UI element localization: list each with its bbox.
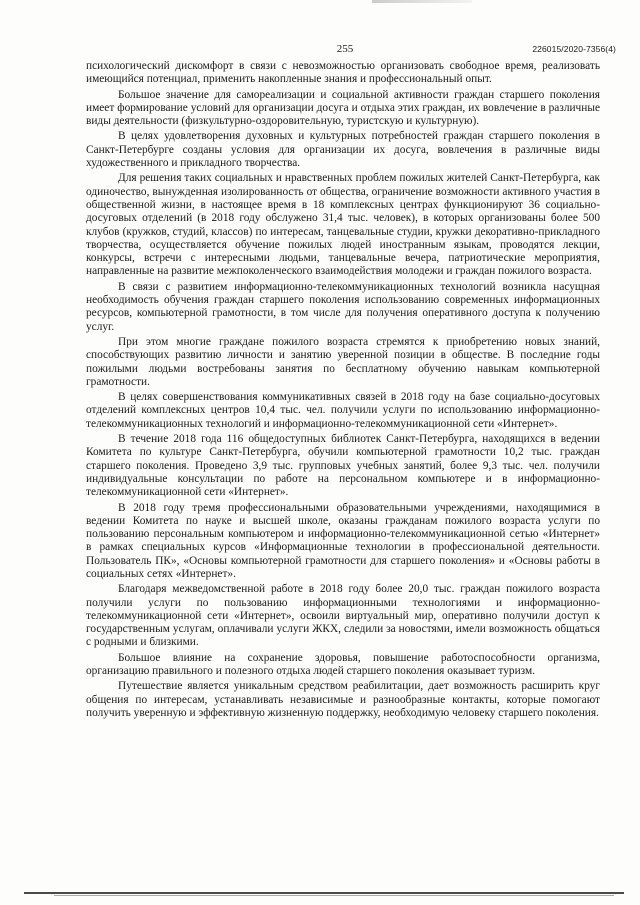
document-code: 226015/2020-7356(4) xyxy=(532,44,616,54)
paragraph-11: Большое влияние на сохранение здоровья, повышение работоспособности организма, организацию правильного и полезного отдыха людей старшего поколения оказывает туризм. xyxy=(86,651,600,678)
paragraph-10: Благодаря межведомственной работе в 2018 году более 20,0 тыс. граждан пожилого возраста получили услуги по пользованию информационными технологиями и информационно-телекоммуникационной сети «Интернет», освоили виртуальный мир, оперативно получили доступ к государственным услугам, оплачивали услуги ЖКХ, следили за новостями, имели возможность общаться с родными и близкими. xyxy=(86,583,600,649)
paragraph-1: психологический дискомфорт в связи с невозможностью организовать свободное время, реализовать имеющийся потенциал, применить накопленные знания и профессиональный опыт. xyxy=(86,60,600,86)
paragraph-2: Большое значение для самореализации и социальной активности граждан старшего поколения имеет формирование условий для организации досуга и отдыха этих граждан, их вовлечение в различные виды деятельности (физкультурно-оздоровительную, туристскую и культурную). xyxy=(86,88,600,128)
paragraph-7: В целях совершенствования коммуникативных связей в 2018 году на базе социально-досуговых отделений комплексных центров 10,4 тыс. чел. получили услуги по использованию информационно-телекоммуникационных технологий и информационно-телекоммуникационной сети «Интернет». xyxy=(86,391,600,430)
paragraph-3: В целях удовлетворения духовных и культурных потребностей граждан старшего поколения в Санкт-Петербурге созданы условия для организации их досуга, вовлечения в различные виды художественного и прикладного творчества. xyxy=(86,130,600,170)
scan-artifact xyxy=(372,0,472,3)
paragraph-9: В 2018 году тремя профессиональными образовательными учреждениями, находящимися в ведении Комитета по науке и высшей школе, оказаны гражданам пожилого возраста услуги по пользованию персональным компьютером и информационно-телекоммуникационной сетью «Интернет» в рамках специальных курсов «Информационные технологии в профессиональной деятельности. Пользователь ПК», «Основы компьютерной грамотности для старшего поколения» и «Основы работы в социальных сетях «Интернет». xyxy=(86,501,600,580)
page-number: 255 xyxy=(336,43,354,55)
paragraph-12: Путешествие является уникальным средством реабилитации, дает возможность расширить круг общения по интересам, устанавливать независимые и разнообразные контакты, которые помогают получить уверенную и эффективную жизненную поддержку, необходимую человеку старшего поколения. xyxy=(86,680,600,719)
paragraph-6: При этом многие граждане пожилого возраста стремятся к приобретению новых знаний, способствующих развитию личности и занятию уверенной позиции в обществе. В последние годы пожилыми людьми востребованы занятия по бесплатному обучению навыкам компьютерной грамотности. xyxy=(86,335,600,388)
paragraph-4: Для решения таких социальных и нравственных проблем пожилых жителей Санкт-Петербурга, как одиночество, вынужденная изолированность от общества, ограничение возможности активного участия в общественной жизни, в настоящее время в 18 комплексных центрах функционируют 36 социально-досуговых отделений (в 2018 году обслужено 31,4 тыс. человек), в которых организованы более 500 клубов (кружков, студий, классов) по интересам, танцевальные студии, кружки декоративно-прикладного творчества, осуществляется обучение пожилых людей иностранным языкам, проводятся лекции, конкурсы, встречи с интересными людьми, танцевальные вечера, патриотические мероприятия, направленные на развитие межпоколенческого взаимодействия молодежи и граждан пожилого возраста. xyxy=(86,172,600,278)
paragraph-5: В связи с развитием информационно-телекоммуникационных технологий возникла насущная необходимость обучения граждан старшего поколения использованию современных информационных ресурсов, компьютерной грамотности, в том числе для получения оперативного доступа к получению услуг. xyxy=(86,280,600,333)
paragraph-8: В течение 2018 года 116 общедоступных библиотек Санкт-Петербурга, находящихся в ведении Комитета по культуре Санкт-Петербурга, обучили компьютерной грамотности 10,2 тыс. граждан старшего поколения. Проведено 3,9 тыс. групповых учебных занятий, более 9,3 тыс. чел. получили индивидуальные консультации по работе на персональном компьютере и в информационно-телекоммуникационной сети «Интернет». xyxy=(86,433,600,499)
document-body xyxy=(86,60,600,722)
page-bottom-rule xyxy=(24,891,624,897)
